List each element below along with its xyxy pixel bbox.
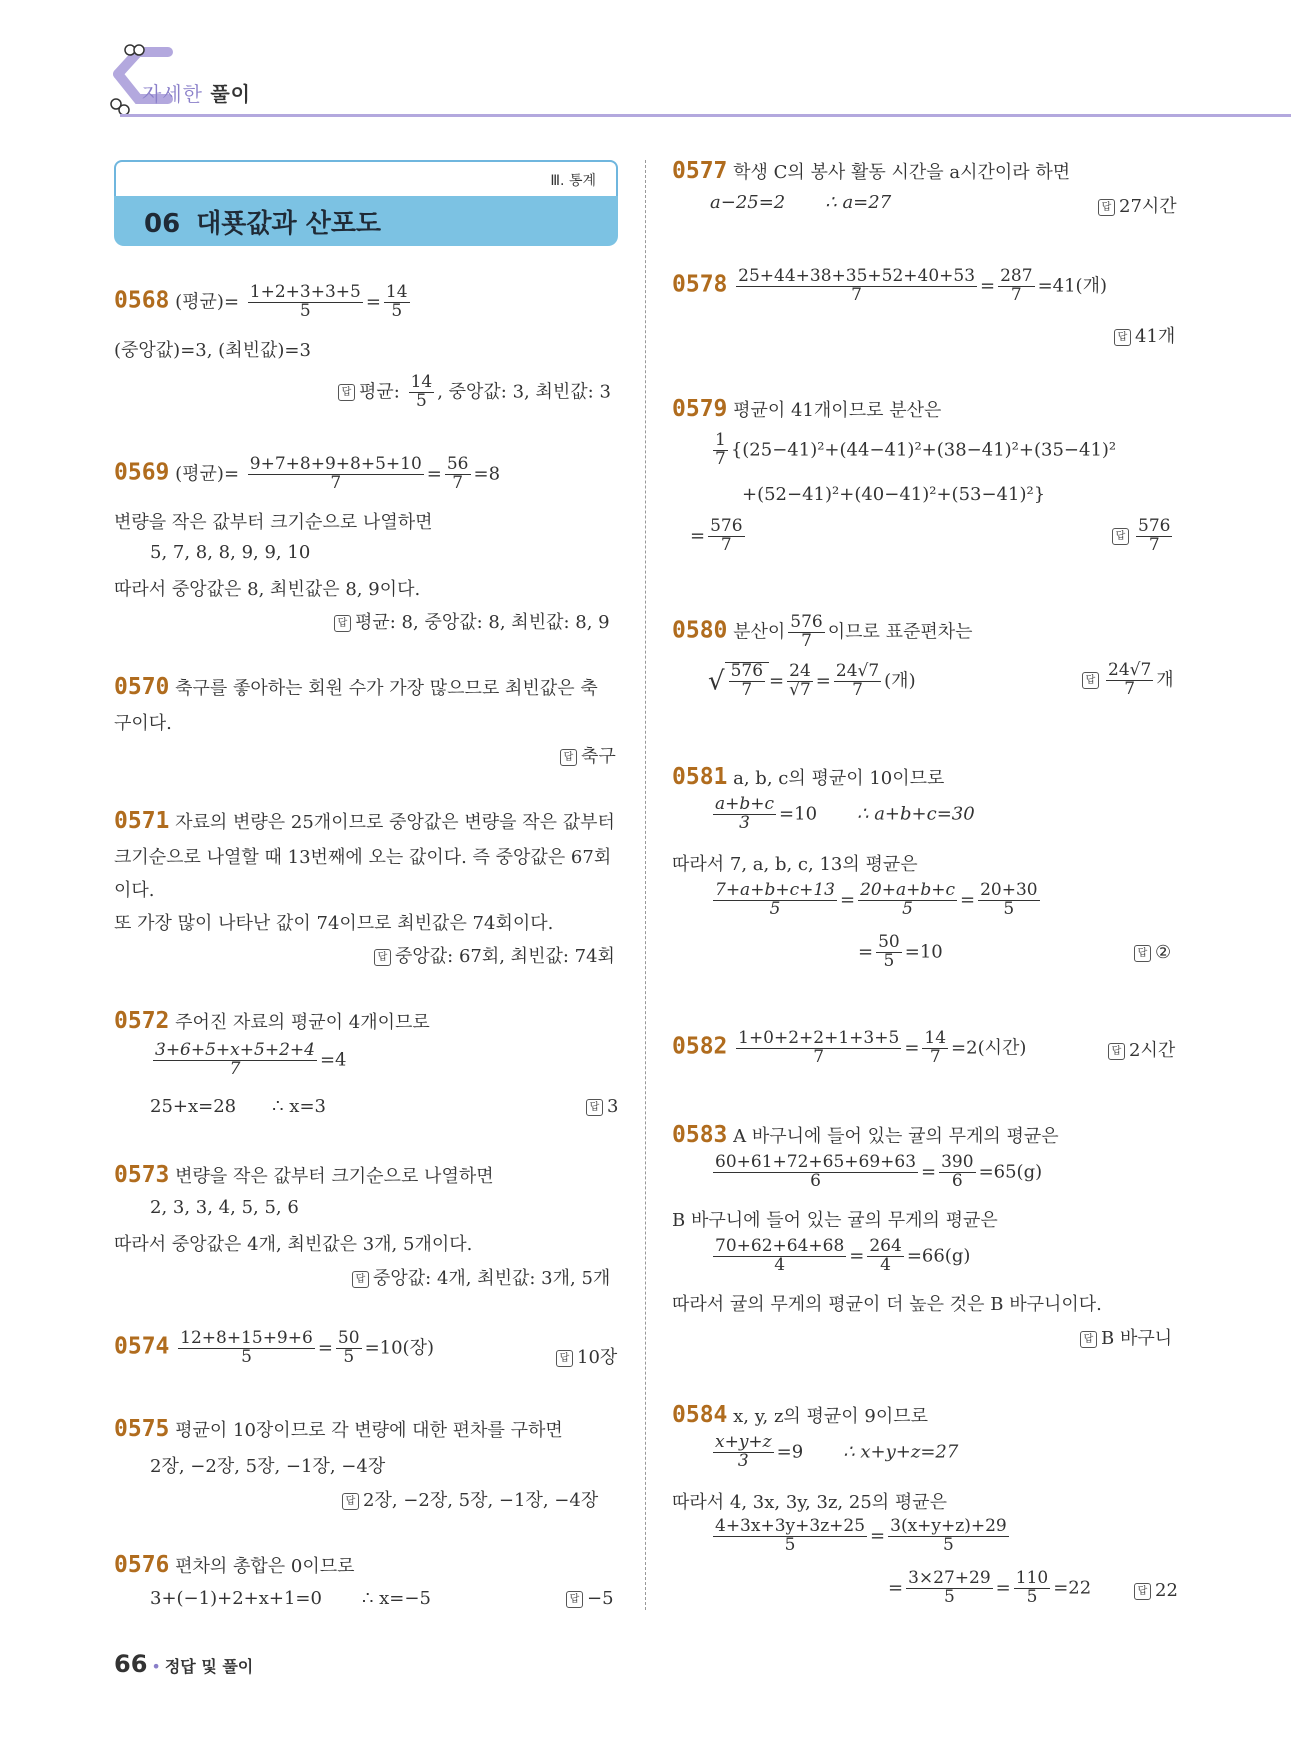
problem-number: 0582 bbox=[672, 1033, 728, 1060]
answer-0574 bbox=[556, 1343, 617, 1369]
answer-icon: 답 bbox=[560, 749, 577, 766]
numerator: 576 bbox=[1138, 516, 1171, 536]
answer-icon: 답 bbox=[338, 384, 355, 401]
text: = bbox=[858, 941, 874, 963]
answer-0580 bbox=[1082, 662, 1174, 699]
header-label-b: 풀이 bbox=[210, 82, 251, 106]
problem-number: 0572 bbox=[114, 1008, 170, 1034]
denominator: 5 bbox=[943, 1586, 955, 1607]
text: = bbox=[690, 525, 706, 547]
problem-number: 0583 bbox=[672, 1122, 728, 1148]
text: ∴ x+y+z=27 bbox=[843, 1441, 959, 1463]
problem-0580 bbox=[672, 614, 973, 651]
equation bbox=[710, 192, 891, 213]
fraction bbox=[834, 663, 881, 700]
numerator: 14 bbox=[924, 1028, 947, 1048]
problem-0579 bbox=[672, 396, 941, 422]
chapter-tab bbox=[114, 160, 618, 198]
line: 따라서 7, a, b, c, 13의 평균은 bbox=[672, 854, 918, 875]
answer-icon: 답 bbox=[374, 949, 391, 966]
fraction bbox=[248, 284, 363, 321]
numerator: 110 bbox=[1015, 1568, 1049, 1588]
denominator: 7 bbox=[851, 284, 862, 305]
equation bbox=[690, 518, 748, 555]
numerator: 1+0+2+2+1+3+5 bbox=[738, 1028, 900, 1048]
text: =65(g) bbox=[978, 1161, 1043, 1183]
fraction bbox=[708, 518, 744, 555]
numerator: 1+2+3+3+5 bbox=[249, 282, 361, 302]
answer-0575 bbox=[342, 1486, 598, 1512]
footer-label: 정답 및 풀이 bbox=[164, 1657, 254, 1676]
line: B 바구니에 들어 있는 귤의 무게의 평균은 bbox=[672, 1210, 998, 1231]
equation bbox=[708, 662, 916, 700]
denominator: 3 bbox=[739, 812, 750, 833]
text: x, y, z의 평균이 9이므로 bbox=[733, 1406, 929, 1427]
text: = bbox=[995, 1577, 1011, 1599]
text: 2시간 bbox=[1129, 1040, 1176, 1061]
fraction bbox=[409, 374, 435, 411]
radicand bbox=[725, 662, 769, 700]
text: ∴ x=3 bbox=[272, 1096, 326, 1117]
line: 따라서 귤의 무게의 평균이 더 높은 것은 B 바구니이다. bbox=[672, 1294, 1102, 1315]
answer-0568 bbox=[338, 374, 611, 411]
fraction bbox=[876, 934, 902, 971]
denominator: 7 bbox=[452, 472, 464, 493]
problem-number: 0581 bbox=[672, 764, 728, 790]
text: 10장 bbox=[577, 1347, 618, 1368]
header-label-a: 자세한 bbox=[142, 82, 203, 106]
fraction bbox=[445, 456, 471, 493]
text: a−25=2 bbox=[710, 192, 786, 213]
answer-icon: 답 bbox=[342, 1493, 359, 1510]
line: 따라서 중앙값은 4개, 최빈값은 3개, 5개이다. bbox=[114, 1234, 473, 1255]
text: (평균)= bbox=[175, 463, 240, 485]
text: = bbox=[870, 1525, 886, 1547]
text: 3+(−1)+2+x+1=0 bbox=[150, 1588, 322, 1609]
answer-icon: 답 bbox=[586, 1099, 603, 1116]
answer-icon: 답 bbox=[1082, 672, 1099, 689]
line: 2, 3, 3, 4, 5, 5, 6 bbox=[150, 1197, 299, 1218]
text: 주어진 자료의 평균이 4개이므로 bbox=[175, 1012, 430, 1033]
denominator: 7 bbox=[229, 1058, 241, 1079]
numerator: 50 bbox=[337, 1328, 360, 1348]
line: (중앙값)=3, (최빈값)=3 bbox=[114, 340, 311, 361]
numerator: 3+6+5+x+5+2+4 bbox=[155, 1040, 315, 1060]
numerator: 70+62+64+68 bbox=[715, 1236, 845, 1256]
denominator: 7 bbox=[1148, 534, 1160, 555]
denominator: 7 bbox=[801, 630, 812, 651]
fraction bbox=[384, 284, 410, 321]
answer-icon: 답 bbox=[1112, 528, 1129, 545]
text: 중앙값: 4개, 최빈값: 3개, 5개 bbox=[373, 1268, 611, 1289]
denominator: 5 bbox=[1003, 898, 1015, 919]
text: = bbox=[769, 670, 785, 692]
line: 구이다. bbox=[114, 713, 172, 734]
equation bbox=[150, 1588, 431, 1609]
equation bbox=[150, 1042, 347, 1079]
numerator: 390 bbox=[941, 1152, 974, 1172]
text: −5 bbox=[587, 1588, 614, 1609]
numerator: 1 bbox=[715, 430, 726, 450]
text: = bbox=[888, 1577, 904, 1599]
text: 이므로 표준편차는 bbox=[827, 621, 973, 643]
text: 자료의 변량은 25개이므로 중앙값은 변량을 작은 값부터 bbox=[175, 812, 615, 833]
equation bbox=[710, 1518, 1012, 1555]
text: = bbox=[959, 889, 976, 911]
numerator: 20+a+b+c bbox=[860, 880, 955, 900]
denominator: 7 bbox=[852, 679, 863, 700]
denominator: 7 bbox=[715, 448, 726, 469]
answer-0573 bbox=[352, 1264, 610, 1290]
numerator: 4+3x+3y+3z+25 bbox=[715, 1516, 866, 1536]
line: 따라서 4, 3x, 3y, 3z, 25의 평균은 bbox=[672, 1492, 948, 1513]
fraction bbox=[1136, 518, 1172, 555]
chapter-name: 대푯값과 산포도 bbox=[196, 209, 382, 239]
denominator: 7 bbox=[741, 679, 753, 700]
header-title bbox=[142, 78, 251, 107]
numerator: 20+30 bbox=[980, 880, 1038, 900]
answer-icon: 답 bbox=[556, 1350, 573, 1367]
problem-0571 bbox=[114, 808, 615, 834]
fraction bbox=[713, 432, 728, 469]
denominator: 7 bbox=[1010, 284, 1022, 305]
numerator: x+y+z bbox=[715, 1432, 772, 1452]
answer-icon: 답 bbox=[566, 1591, 583, 1608]
text: = bbox=[815, 670, 831, 692]
denominator: 7 bbox=[720, 534, 732, 555]
numerator: 14 bbox=[410, 372, 433, 392]
numerator: 576 bbox=[730, 661, 764, 681]
text: ∴ a=27 bbox=[825, 192, 892, 213]
numerator: 9+7+8+9+8+5+10 bbox=[249, 454, 422, 474]
numerator: 576 bbox=[710, 516, 743, 536]
text: = bbox=[426, 463, 442, 485]
problem-number: 0573 bbox=[114, 1162, 170, 1188]
numerator: a+b+c bbox=[715, 794, 775, 814]
text: =2(시간) bbox=[951, 1037, 1027, 1059]
problem-0581 bbox=[672, 764, 944, 790]
denominator: 3 bbox=[737, 1450, 749, 1471]
answer-icon: 답 bbox=[334, 615, 351, 632]
denominator: 7 bbox=[330, 472, 342, 493]
problem-0584 bbox=[672, 1402, 928, 1428]
fraction bbox=[978, 882, 1040, 919]
text: 축구 bbox=[581, 746, 616, 767]
answer-0578 bbox=[1114, 322, 1175, 348]
equation bbox=[858, 934, 943, 971]
text: =41(개) bbox=[1037, 275, 1107, 297]
fraction bbox=[736, 268, 977, 305]
fraction bbox=[713, 796, 776, 833]
line: 또 가장 많이 나타난 값이 74이므로 최빈값은 74회이다. bbox=[114, 913, 554, 934]
numerator: 24√7 bbox=[835, 661, 880, 681]
denominator: 7 bbox=[813, 1046, 825, 1067]
fraction bbox=[939, 1154, 975, 1191]
denominator: 7 bbox=[929, 1046, 941, 1067]
chapter-banner bbox=[114, 196, 618, 246]
text: 2장, −2장, 5장, −1장, −4장 bbox=[363, 1490, 599, 1511]
text: 27시간 bbox=[1119, 196, 1177, 217]
fraction bbox=[867, 1238, 903, 1275]
line: 2장, −2장, 5장, −1장, −4장 bbox=[150, 1456, 386, 1477]
problem-0573 bbox=[114, 1162, 494, 1188]
fraction bbox=[922, 1030, 948, 1067]
text: 학생 C의 봉사 활동 시간을 a시간이라 하면 bbox=[733, 162, 1071, 183]
answer-0579 bbox=[1112, 518, 1175, 555]
answer-0584 bbox=[1134, 1580, 1178, 1601]
text: =22 bbox=[1053, 1577, 1092, 1599]
denominator: 5 bbox=[769, 898, 781, 919]
text: 평균이 41개이므로 분산은 bbox=[733, 400, 942, 421]
answer-icon: 답 bbox=[1098, 199, 1115, 216]
problem-number: 0575 bbox=[114, 1416, 170, 1442]
equation bbox=[710, 796, 975, 833]
equation bbox=[710, 1238, 970, 1275]
text: 편차의 총합은 0이므로 bbox=[175, 1556, 355, 1577]
problem-number: 0570 bbox=[114, 674, 170, 700]
text: a, b, c의 평균이 10이므로 bbox=[733, 768, 945, 789]
text: = bbox=[904, 1037, 920, 1059]
answer-icon: 답 bbox=[1108, 1043, 1125, 1060]
fraction bbox=[1014, 1570, 1050, 1607]
line: 변량을 작은 값부터 크기순으로 나열하면 bbox=[114, 512, 433, 533]
answer-0569 bbox=[334, 608, 610, 634]
numerator: 264 bbox=[869, 1236, 902, 1256]
denominator: 5 bbox=[241, 1346, 252, 1367]
text: 25+x=28 bbox=[150, 1096, 237, 1117]
problem-0578 bbox=[672, 268, 1107, 305]
fraction bbox=[713, 1518, 867, 1555]
answer-icon: 답 bbox=[1134, 945, 1151, 962]
answer-0576 bbox=[566, 1588, 614, 1609]
text: ∴ x=−5 bbox=[361, 1588, 431, 1609]
answer-0582 bbox=[1108, 1036, 1175, 1062]
fraction bbox=[787, 663, 813, 700]
numerator: 7+a+b+c+13 bbox=[715, 880, 835, 900]
text: 중앙값: 67회, 최빈값: 74회 bbox=[395, 946, 615, 967]
denominator: 6 bbox=[951, 1170, 963, 1191]
numerator: 24√7 bbox=[1108, 660, 1152, 680]
fraction bbox=[736, 1030, 901, 1067]
text: =10 bbox=[779, 803, 818, 825]
fraction bbox=[729, 663, 765, 700]
text: B 바구니 bbox=[1101, 1328, 1173, 1349]
text: 개 bbox=[1156, 669, 1174, 691]
fraction bbox=[1106, 662, 1153, 699]
numerator: 56 bbox=[446, 454, 469, 474]
problem-number: 0579 bbox=[672, 396, 728, 422]
numerator: 3×27+29 bbox=[908, 1568, 991, 1588]
problem-0582 bbox=[672, 1030, 1026, 1067]
denominator: √7 bbox=[789, 679, 811, 700]
fraction bbox=[998, 268, 1034, 305]
header-rule bbox=[120, 114, 1291, 117]
numerator: 60+61+72+65+69+63 bbox=[715, 1152, 917, 1172]
text: 평균: 8, 중앙값: 8, 최빈값: 8, 9 bbox=[355, 612, 610, 633]
text: = bbox=[839, 889, 856, 911]
problem-0583 bbox=[672, 1122, 1059, 1148]
text: ∴ a+b+c=30 bbox=[857, 803, 975, 825]
chapter-box bbox=[114, 160, 618, 245]
text: 41개 bbox=[1135, 326, 1176, 347]
equation bbox=[710, 1154, 1042, 1191]
numerator: 24 bbox=[787, 663, 813, 682]
fraction bbox=[713, 1238, 846, 1275]
answer-0581 bbox=[1134, 942, 1171, 963]
problem-0570 bbox=[114, 674, 598, 700]
text: = bbox=[365, 291, 381, 313]
denominator: 5 bbox=[343, 1346, 355, 1367]
answer-0577 bbox=[1098, 192, 1177, 218]
text: ② bbox=[1155, 942, 1172, 963]
fraction bbox=[713, 1434, 774, 1471]
page-number: 66 bbox=[114, 1650, 148, 1678]
fraction bbox=[336, 1330, 362, 1367]
denominator: 5 bbox=[902, 898, 913, 919]
line: 5, 7, 8, 8, 9, 9, 10 bbox=[150, 542, 311, 563]
fraction bbox=[788, 614, 824, 651]
text: 축구를 좋아하는 회원 수가 가장 많으므로 최빈값은 축 bbox=[175, 678, 598, 699]
denominator: 6 bbox=[810, 1170, 821, 1191]
answer-0570 bbox=[560, 742, 616, 768]
numerator: 50 bbox=[878, 932, 900, 952]
fraction bbox=[248, 456, 424, 493]
text: =10(장) bbox=[364, 1337, 434, 1359]
problem-0568 bbox=[114, 284, 413, 321]
text: =9 bbox=[776, 1441, 804, 1463]
problem-0575 bbox=[114, 1416, 563, 1442]
text: 3 bbox=[607, 1096, 619, 1117]
denominator: 5 bbox=[299, 300, 311, 321]
denominator: 7 bbox=[1124, 678, 1136, 699]
equation bbox=[710, 432, 1116, 469]
sqrt-sign-icon: √ bbox=[708, 666, 725, 697]
text: , 중앙값: 3, 최빈값: 3 bbox=[437, 381, 611, 403]
answer-icon: 답 bbox=[1080, 1331, 1097, 1348]
text: 평균: bbox=[359, 381, 406, 403]
equation bbox=[888, 1570, 1091, 1607]
section-label: Ⅲ. 통계 bbox=[550, 173, 596, 189]
line: 따라서 중앙값은 8, 최빈값은 8, 9이다. bbox=[114, 579, 421, 600]
answer-0583 bbox=[1080, 1324, 1172, 1350]
line: 이다. bbox=[114, 880, 155, 901]
line: +(52−41)²+(40−41)²+(53−41)²} bbox=[742, 484, 1046, 505]
denominator: 5 bbox=[415, 390, 427, 411]
page-footer bbox=[114, 1650, 253, 1678]
numerator: 576 bbox=[790, 612, 823, 632]
text: {(25−41)²+(44−41)²+(38−41)²+(35−41)² bbox=[730, 439, 1117, 461]
chapter-title bbox=[144, 203, 381, 240]
text: = bbox=[921, 1161, 937, 1183]
text: A 바구니에 들어 있는 귤의 무게의 평균은 bbox=[733, 1126, 1059, 1147]
line: 크기순으로 나열할 때 13번째에 오는 값이다. 즉 중앙값은 67회 bbox=[114, 847, 612, 868]
answer-0571 bbox=[374, 942, 615, 968]
problem-number: 0584 bbox=[672, 1402, 728, 1428]
problem-number: 0577 bbox=[672, 158, 728, 184]
equation bbox=[150, 1096, 326, 1117]
column-divider bbox=[645, 160, 646, 1610]
fraction bbox=[888, 1518, 1009, 1555]
denominator: 5 bbox=[391, 300, 403, 321]
fraction bbox=[178, 1330, 315, 1367]
equation bbox=[710, 882, 1043, 919]
text: =10 bbox=[904, 941, 943, 963]
bullet-icon: • bbox=[151, 1657, 161, 1676]
answer-icon: 답 bbox=[352, 1271, 369, 1288]
problem-number: 0568 bbox=[114, 287, 170, 314]
fraction bbox=[153, 1042, 317, 1079]
numerator: 12+8+15+9+6 bbox=[180, 1328, 313, 1348]
text: = bbox=[849, 1245, 865, 1267]
text: 변량을 작은 값부터 크기순으로 나열하면 bbox=[175, 1166, 494, 1187]
numerator: 14 bbox=[385, 282, 408, 302]
text: (평균)= bbox=[175, 291, 240, 313]
text: =4 bbox=[319, 1049, 347, 1071]
answer-icon: 답 bbox=[1114, 329, 1131, 346]
denominator: 5 bbox=[883, 950, 895, 971]
problem-number: 0571 bbox=[114, 808, 170, 834]
text: = bbox=[980, 275, 996, 297]
problem-number: 0580 bbox=[672, 617, 728, 644]
problem-0572 bbox=[114, 1008, 430, 1034]
fraction bbox=[713, 1154, 918, 1191]
text: =8 bbox=[473, 463, 501, 485]
denominator: 5 bbox=[784, 1534, 796, 1555]
answer-icon: 답 bbox=[1134, 1583, 1151, 1600]
denominator: 4 bbox=[774, 1254, 786, 1275]
text: 분산이 bbox=[733, 621, 786, 643]
problem-number: 0576 bbox=[114, 1552, 170, 1578]
denominator: 5 bbox=[943, 1534, 954, 1555]
problem-0574 bbox=[114, 1330, 434, 1367]
answer-0572 bbox=[586, 1096, 618, 1117]
chapter-number: 06 bbox=[144, 209, 181, 239]
text: =66(g) bbox=[906, 1245, 971, 1267]
numerator: 25+44+38+35+52+40+53 bbox=[738, 266, 976, 286]
problem-0576 bbox=[114, 1552, 355, 1578]
text: = bbox=[317, 1337, 333, 1359]
text: (개) bbox=[884, 670, 916, 692]
numerator: 287 bbox=[1000, 266, 1033, 286]
problem-0577 bbox=[672, 158, 1070, 184]
equation bbox=[710, 1434, 958, 1471]
problem-0569 bbox=[114, 456, 500, 493]
fraction bbox=[906, 1570, 993, 1607]
text: 22 bbox=[1155, 1580, 1178, 1601]
fraction bbox=[713, 882, 837, 919]
text: 평균이 10장이므로 각 변량에 대한 편차를 구하면 bbox=[175, 1420, 563, 1441]
problem-number: 0569 bbox=[114, 459, 170, 486]
numerator: 3(x+y+z)+29 bbox=[890, 1516, 1007, 1536]
denominator: 4 bbox=[880, 1254, 891, 1275]
denominator: 5 bbox=[1026, 1586, 1038, 1607]
problem-number: 0574 bbox=[114, 1333, 170, 1360]
problem-number: 0578 bbox=[672, 271, 728, 298]
fraction bbox=[858, 882, 957, 919]
